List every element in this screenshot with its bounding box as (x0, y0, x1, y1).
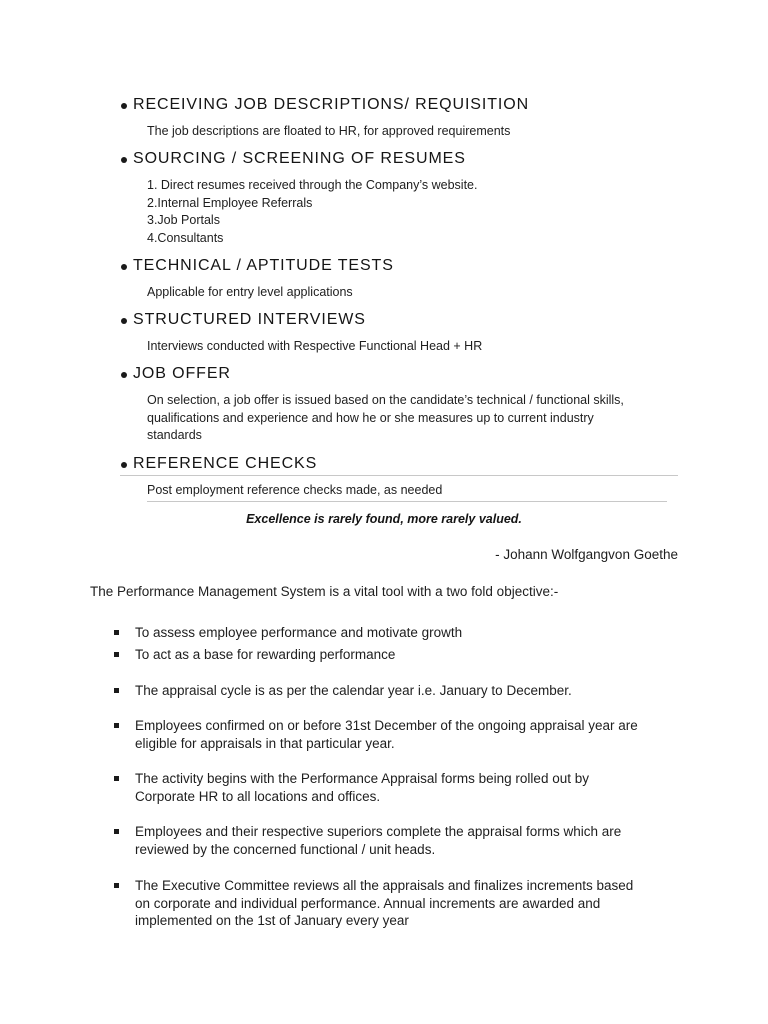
list-item (114, 770, 704, 805)
quote-author: - Johann Wolfgangvon Goethe (495, 547, 678, 562)
square-bullet-icon (114, 723, 119, 728)
section-title: RECEIVING JOB DESCRIPTIONS/ REQUISITION (133, 96, 530, 113)
section-text: Applicable for entry level applications (147, 285, 353, 299)
list-item-text: Employees and their respective superiors complete the appraisal forms which are (135, 824, 622, 839)
list-item-text: The appraisal cycle is as per the calendar year i.e. January to December. (135, 683, 572, 698)
bullet-icon (121, 103, 127, 109)
quote-text: Excellence is rarely found, more rarely valued. (246, 512, 522, 526)
section-body (147, 392, 680, 445)
list-item (114, 717, 704, 752)
section-tests (120, 256, 680, 302)
list-item (114, 624, 704, 642)
section-body (147, 123, 680, 141)
list-item: 2.Internal Employee Referrals (147, 195, 313, 210)
list-item-text: Corporate HR to all locations and offices. (135, 788, 381, 804)
section-interviews (120, 310, 680, 356)
square-bullet-icon (114, 829, 119, 834)
section-title: REFERENCE CHECKS (133, 455, 318, 472)
section-job-offer (120, 364, 680, 445)
section-heading (120, 454, 680, 474)
list-item (114, 682, 704, 700)
bullet-icon (121, 264, 127, 270)
bullet-icon (121, 372, 127, 378)
list-item: 1. Direct resumes received through the Company’s website. (147, 178, 478, 192)
list-item-text: eligible for appraisals in that particular year. (135, 735, 395, 751)
section-heading (120, 256, 680, 276)
list-item-text: The Executive Committee reviews all the appraisals and finalizes increments based (135, 878, 634, 893)
list-item-text: on corporate and individual performance. Annual increments are awarded and (135, 895, 601, 911)
section-sourcing (120, 149, 680, 247)
pms-intro: The Performance Management System is a vital tool with a two fold objective:- (90, 584, 559, 599)
section-body (147, 284, 680, 302)
section-body (147, 338, 680, 356)
section-text: standards (147, 428, 202, 442)
list-item: 3.Job Portals (147, 213, 220, 227)
section-title: TECHNICAL / APTITUDE TESTS (133, 257, 394, 274)
section-heading (120, 364, 680, 384)
section-text: On selection, a job offer is issued based on the candidate’s technical / functional skills, (147, 393, 624, 407)
square-bullet-icon (114, 776, 119, 781)
bullet-icon (121, 157, 127, 163)
list-item-text: Employees confirmed on or before 31st December of the ongoing appraisal year are (135, 718, 638, 733)
section-body (147, 482, 680, 500)
list-item (114, 877, 704, 930)
section-body (147, 177, 680, 247)
bullet-icon (121, 462, 127, 468)
list-item-text: reviewed by the concerned functional / unit heads. (135, 841, 436, 857)
section-heading (120, 95, 680, 115)
section-text: Post employment reference checks made, as needed (147, 483, 443, 497)
list-item-text: implemented on the 1st of January every year (135, 913, 409, 928)
square-bullet-icon (114, 630, 119, 635)
section-text: The job descriptions are floated to HR, for approved requirements (147, 124, 511, 138)
section-text: qualifications and experience and how he or she measures up to current industry (147, 410, 594, 425)
divider (120, 475, 678, 476)
list-item-text: The activity begins with the Performance Appraisal forms being rolled out by (135, 771, 589, 786)
square-bullet-icon (114, 883, 119, 888)
list-item-text: To assess employee performance and motivate growth (135, 625, 463, 640)
section-title: STRUCTURED INTERVIEWS (133, 311, 366, 328)
bullet-icon (121, 318, 127, 324)
section-heading (120, 310, 680, 330)
square-bullet-icon (114, 688, 119, 693)
section-job-descriptions (120, 95, 680, 141)
section-heading (120, 149, 680, 169)
divider (147, 501, 667, 502)
section-title: JOB OFFER (133, 365, 231, 382)
square-bullet-icon (114, 652, 119, 657)
section-text: Interviews conducted with Respective Functional Head + HR (147, 339, 483, 353)
list-item: 4.Consultants (147, 230, 224, 245)
list-item-text: To act as a base for rewarding performance (135, 647, 396, 662)
section-title: SOURCING / SCREENING OF RESUMES (133, 150, 466, 167)
list-item (114, 646, 704, 664)
section-reference-checks (120, 454, 680, 500)
list-item (114, 823, 704, 858)
